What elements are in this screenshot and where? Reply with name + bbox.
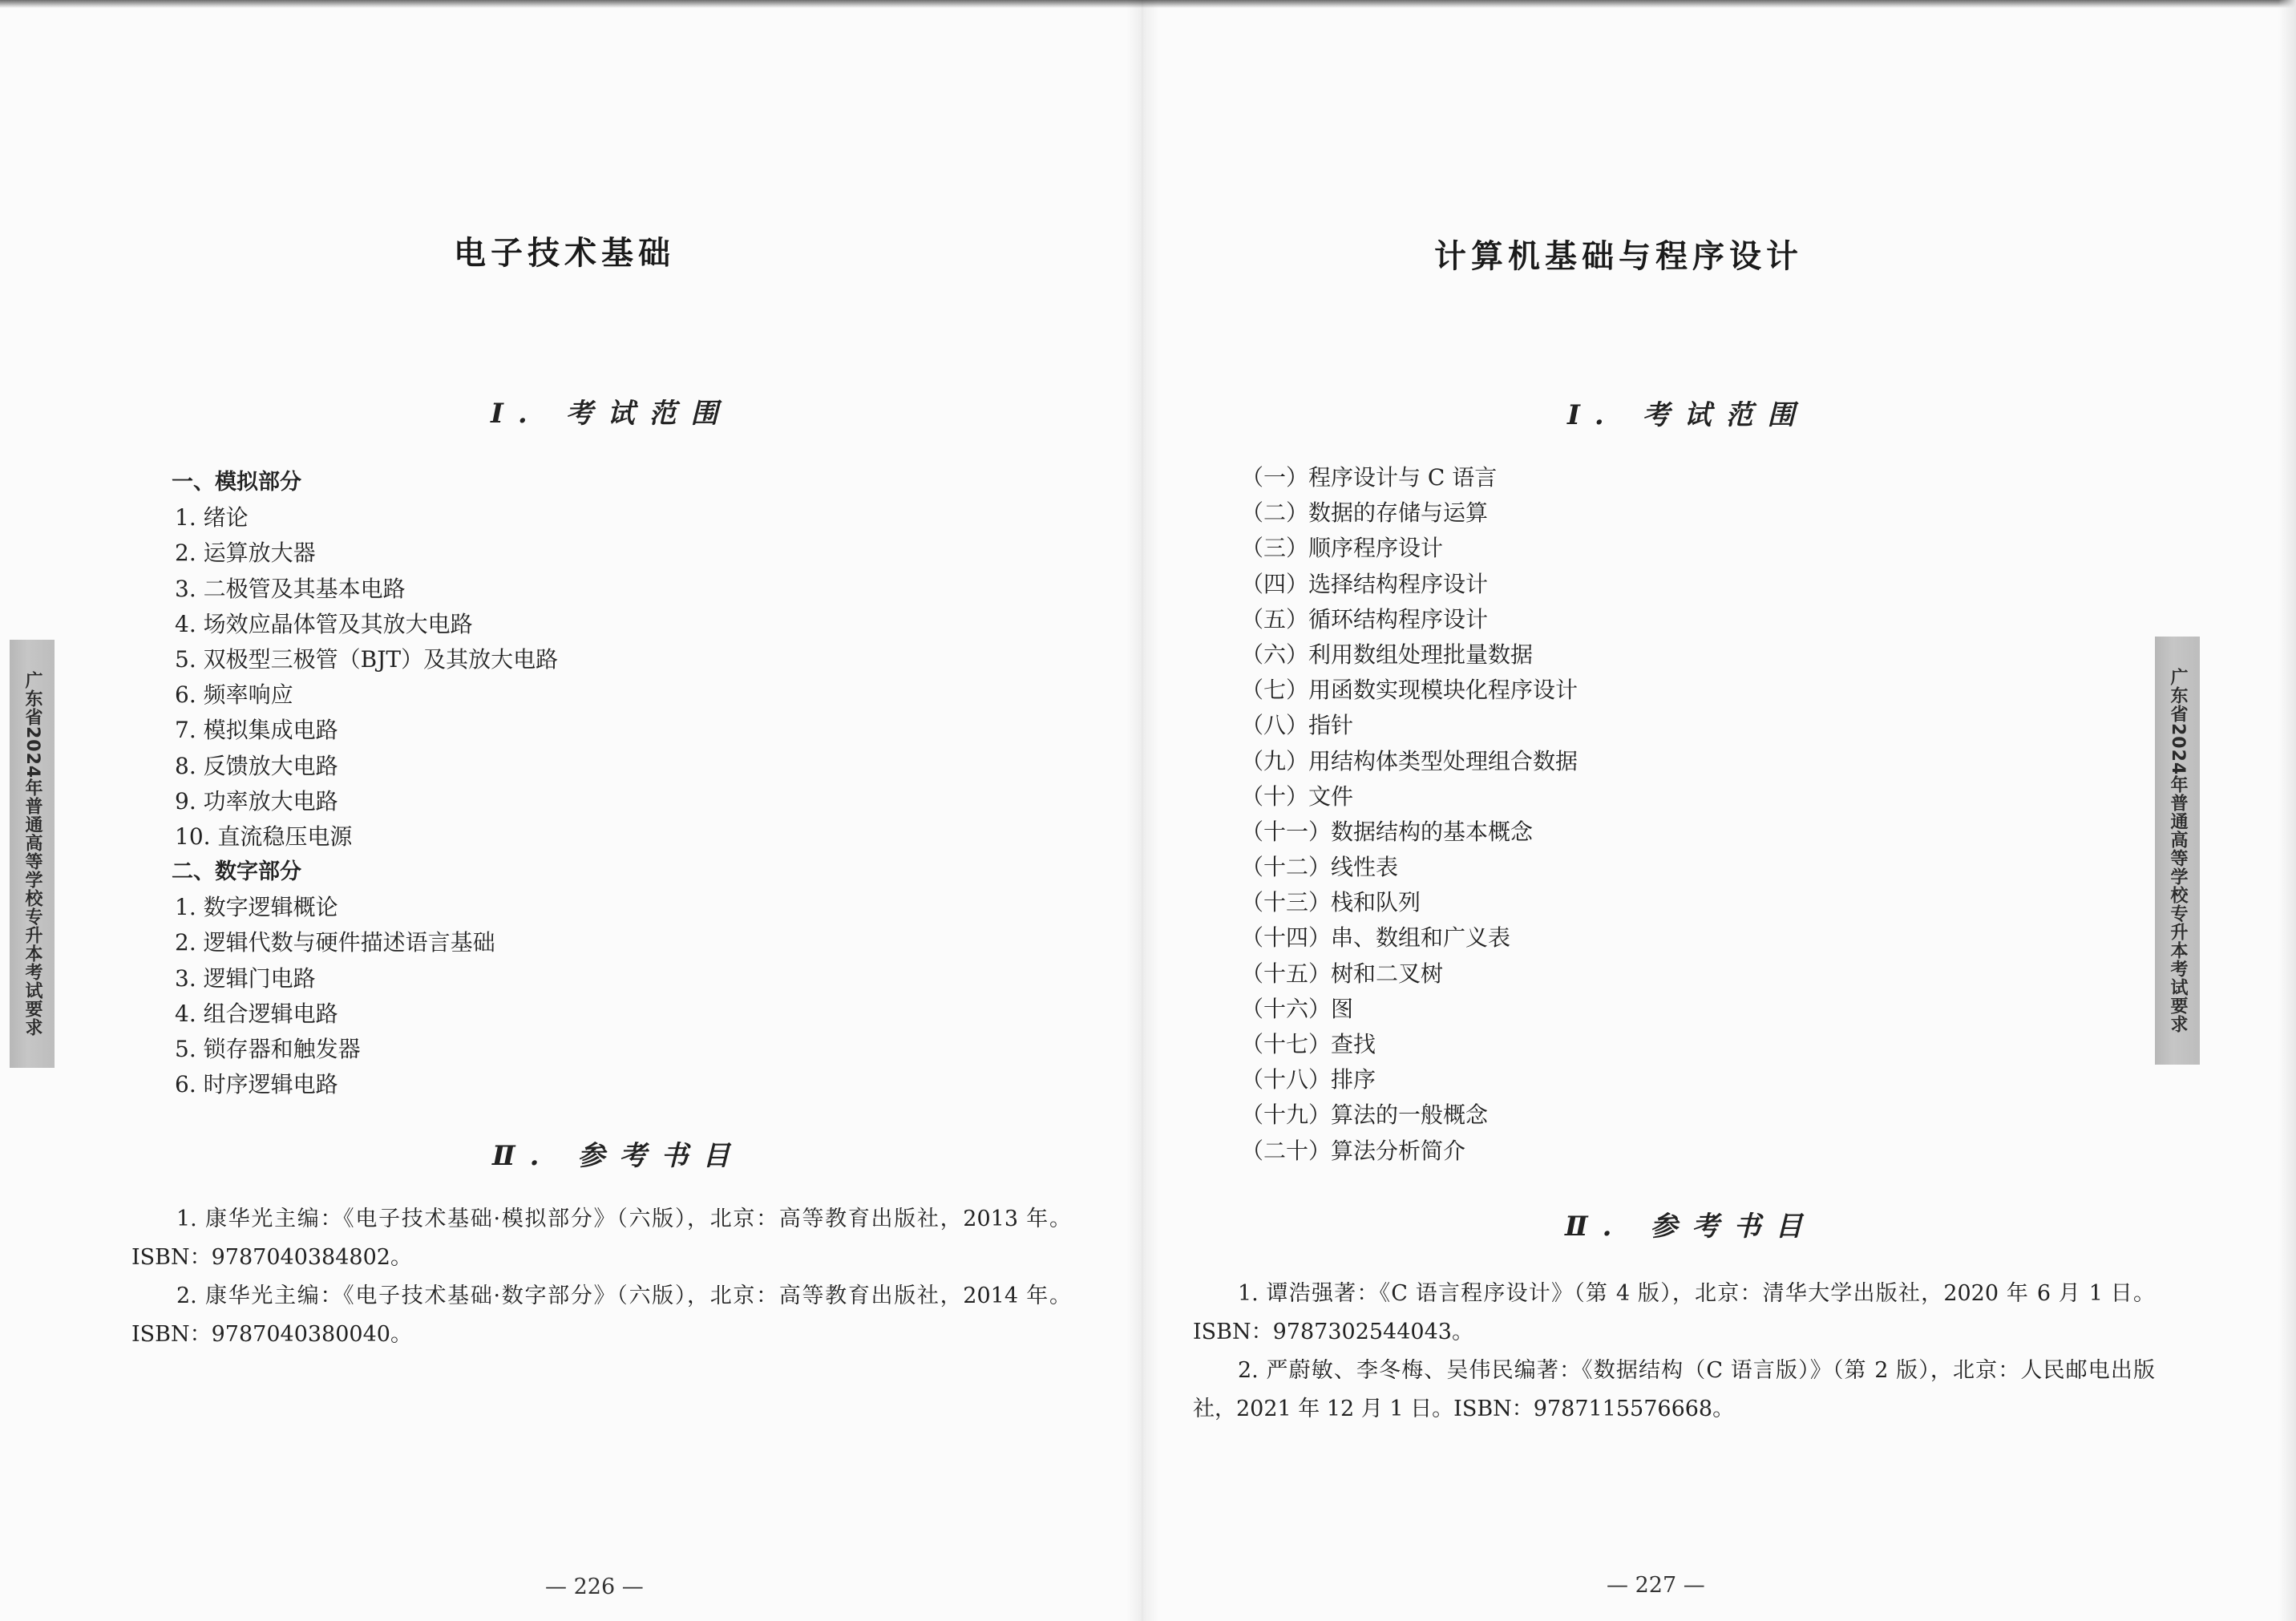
list-item: 5. 锁存器和触发器 <box>175 1036 361 1062</box>
list-item: （七）用函数实现模块化程序设计 <box>1241 677 1578 704</box>
right-page <box>1146 0 2296 1621</box>
side-tab-label: 广东省2024年普通高等学校专升本考试要求 <box>2168 667 2188 1034</box>
reference-item: 1. 谭浩强著：《C 语言程序设计》（第 4 版），北京：清华大学出版社，2020 年 6 月 1 日。ISBN：9787302544043。 <box>1193 1281 2155 1344</box>
list-item: （四）选择结构程序设计 <box>1241 570 1489 597</box>
list-item: 3. 逻辑门电路 <box>175 964 316 992</box>
reference-list <box>1193 1275 2155 1429</box>
page-number: — 227 — <box>1607 1573 1705 1598</box>
list-item: （十二）线性表 <box>1241 854 1399 881</box>
list-item: （八）指针 <box>1241 712 1354 739</box>
list-item: 3. 二极管及其基本电路 <box>175 575 406 602</box>
section-title-exam-scope: Ⅰ. 考试范围 <box>491 398 733 430</box>
list-item: （十七）查找 <box>1241 1031 1376 1057</box>
list-item: （十一）数据结构的基本概念 <box>1241 818 1534 845</box>
reference-list <box>131 1200 1071 1354</box>
list-subheading: 二、数字部分 <box>172 859 301 885</box>
list-item: 8. 反馈放大电路 <box>175 752 338 779</box>
exam-scope-list <box>172 465 558 1102</box>
reference-item: 2. 康华光主编：《电子技术基础·数字部分》（六版），北京：高等教育出版社，2014 年。ISBN：9787040380040。 <box>131 1283 1071 1347</box>
list-item: 2. 逻辑代数与硬件描述语言基础 <box>175 929 495 956</box>
section-title-exam-scope: Ⅰ. 考试范围 <box>1567 399 1809 431</box>
list-item: （六）利用数组处理批量数据 <box>1241 641 1534 668</box>
list-item: （十八）排序 <box>1241 1066 1376 1093</box>
exam-scope-list <box>1238 460 1578 1169</box>
list-item: 7. 模拟集成电路 <box>175 717 338 744</box>
list-item: 10. 直流稳压电源 <box>175 823 353 850</box>
side-tab-label: 广东省2024年普通高等学校专升本考试要求 <box>22 670 42 1037</box>
list-item: 1. 绪论 <box>175 504 249 532</box>
reference-item: 2. 严蔚敏、李冬梅、吴伟民编著：《数据结构（C 语言版）》（第 2 版），北京：人民邮电出版社，2021 年 12 月 1 日。ISBN：9787115576668。 <box>1193 1358 2155 1421</box>
list-item: （五）循环结构程序设计 <box>1241 605 1489 633</box>
page-title: 计算机基础与程序设计 <box>1434 238 1803 275</box>
section-title-references: Ⅱ. 参考书目 <box>492 1140 745 1172</box>
list-item: 6. 频率响应 <box>175 681 293 709</box>
list-item: 4. 组合逻辑电路 <box>175 1000 338 1027</box>
list-item: （十四）串、数组和广义表 <box>1241 924 1511 952</box>
list-item: （十三）栈和队列 <box>1241 889 1421 916</box>
list-item: 2. 运算放大器 <box>175 540 316 567</box>
list-item: （十五）树和二叉树 <box>1241 960 1444 987</box>
list-item: （三）顺序程序设计 <box>1241 535 1444 562</box>
list-item: 6. 时序逻辑电路 <box>175 1071 338 1098</box>
side-tab <box>2155 637 2200 1065</box>
list-item: 1. 数字逻辑概论 <box>175 894 338 921</box>
list-item: （十）文件 <box>1241 782 1354 810</box>
list-subheading: 一、模拟部分 <box>172 470 301 495</box>
list-item: 4. 场效应晶体管及其放大电路 <box>175 610 473 637</box>
list-item: （一）程序设计与 C 语言 <box>1241 464 1498 491</box>
reference-item: 1. 康华光主编：《电子技术基础·模拟部分》（六版），北京：高等教育出版社，2013 年。ISBN：9787040384802。 <box>131 1207 1071 1270</box>
list-item: 5. 双极型三极管（BJT）及其放大电路 <box>175 645 559 673</box>
list-item: （九）用结构体类型处理组合数据 <box>1241 747 1578 774</box>
list-item: 9. 功率放大电路 <box>175 787 338 815</box>
section-title-references: Ⅱ. 参考书目 <box>1565 1211 1817 1243</box>
list-item: （十六）图 <box>1241 995 1354 1022</box>
side-tab <box>10 640 55 1068</box>
page-title: 电子技术基础 <box>454 235 675 272</box>
left-page <box>0 0 1138 1621</box>
list-item: （二十）算法分析简介 <box>1241 1137 1466 1164</box>
list-item: （二）数据的存储与运算 <box>1241 499 1489 527</box>
page-number: — 226 — <box>545 1575 644 1599</box>
list-item: （十九）算法的一般概念 <box>1241 1102 1489 1129</box>
